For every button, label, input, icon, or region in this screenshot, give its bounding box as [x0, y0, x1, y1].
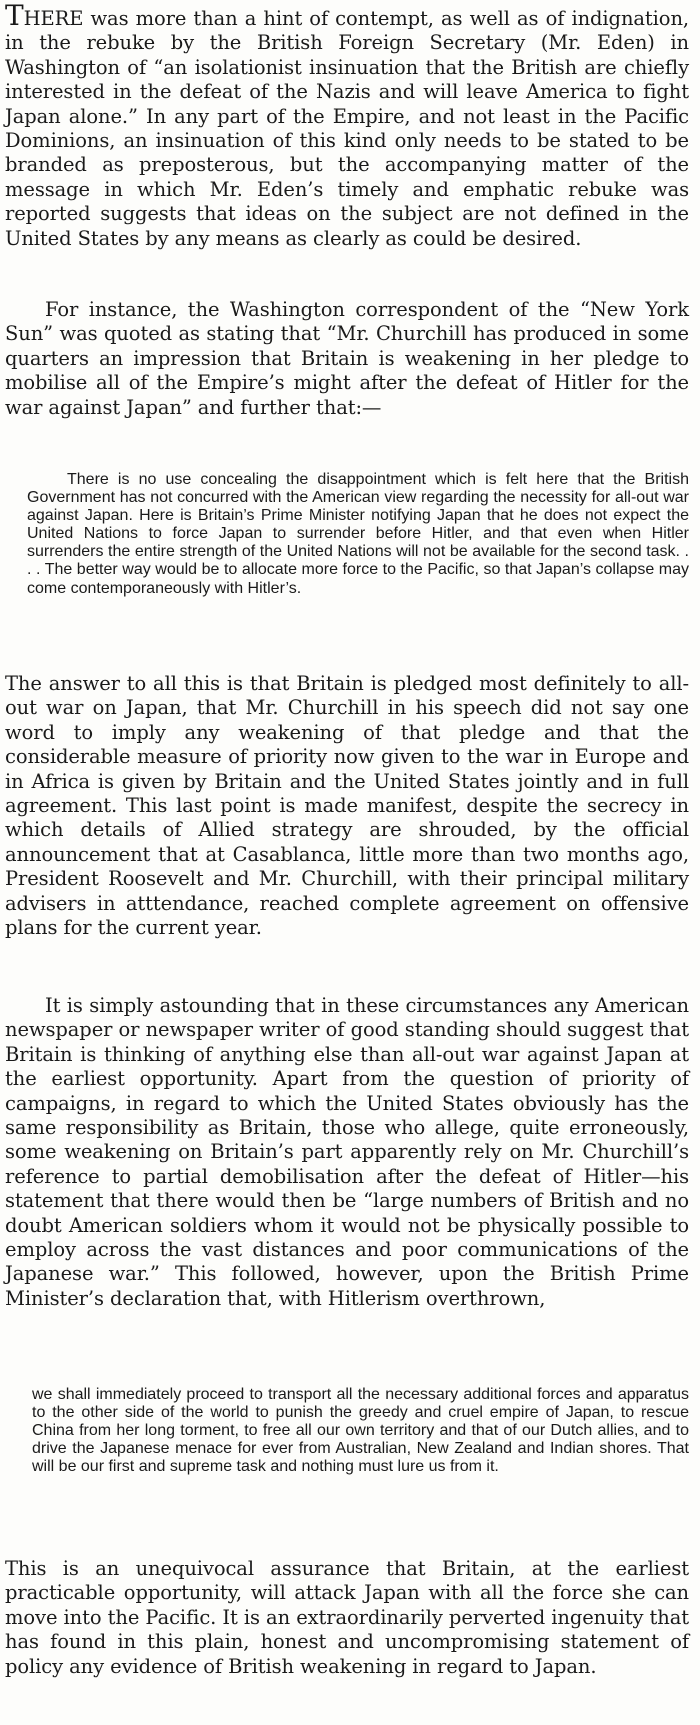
article-paragraph-4: It is simply astounding that in these circumstances any American newspaper or newspaper writer of good standing should suggest that Britain is thinking of anything else than all-out war against Japan at the earliest opportunity. Apart from the question of priority of campaigns, in regard to which the United States obviously has the same responsibility as Britain, those who allege, quite erroneously, some weakening on Britain’s part apparently rely on Mr. Churchill’s reference to partial demobilisation after the defeat of Hitler—his statement that there would then be “large numbers of British and no doubt American soldiers whom it would not be physically possible to employ across the vast distances and poor communications of the Japanese war.” This followed, however, upon the British Prime Minister’s declaration that, with Hitlerism overthrown, — [5, 994, 689, 1310]
block-quote-2: we shall immediately proceed to transport all the necessary additional forces and apparatus to the other side of the world to punish the greedy and cruel empire of Japan, to rescue China from her long torment, to free all our own territory and that of our Dutch allies, and to drive the Japanese menace for ever from Australian, New Zealand and Indian shores. That will be our first and supreme task and nothing must lure us from it. — [32, 1386, 689, 1476]
article-paragraph-5: This is an unequivocal assurance that Britain, at the earliest practicable opportunity, will attack Japan with all the force she can move into the Pacific. It is an extraordinarily perverted ingenuity that has found in this plain, honest and uncompromising statement of policy any evidence of British weakening in regard to Japan. — [5, 1557, 689, 1678]
block-quote-1: There is no use concealing the disappointment which is felt here that the British Government has not concurred with the American view regarding the necessity for all-out war against Japan. Here is Britain’s Prime Minister notifying Japan that he does not expect the United Nations to force Japan to surrender before Hitler, and that even when Hitler surrenders the entire strength of the United Nations will not be available for the second task. . . . The better way would be to allocate more force to the Pacific, so that Japan’s collapse may come contemporaneously with Hitler’s. — [27, 471, 689, 597]
article-paragraph-2: For instance, the Washington correspondent of the “New York Sun” was quoted as stating that “Mr. Churchill has produced in some quarters an impression that Britain is weakening in her pledge to mobilise all of the Empire’s might after the defeat of Hitler for the war against Japan” and further that:— — [5, 298, 689, 419]
article-paragraph-1: THERE was more than a hint of contempt, as well as of indignation, in the rebuke by the British Foreign Secretary (Mr. Eden) in Washington of “an isolationist insinuation that the British are chiefly interested in the defeat of the Nazis and will leave America to fight Japan alone.” In any part of the Empire, and not least in the Pacific Dominions, an insinuation of this kind only needs to be stated to be branded as preposterous, but the accompanying matter of the message in which Mr. Eden’s timely and emphatic rebuke was reported suggests that ideas on the subject are not defined in the United States by any means as clearly as could be desired. — [5, 0, 689, 250]
article-paragraph-3: The answer to all this is that Britain is pledged most definitely to all-out war on Japan, that Mr. Churchill in his speech did not say one word to imply any weakening of that pledge and that the considerable measure of priority now given to the war in Europe and in Africa is given by Britain and the United States jointly and in full agreement. This last point is made manifest, despite the secrecy in which details of Allied strategy are shrouded, by the official announcement that at Casablanca, little more than two months ago, President Roosevelt and Mr. Churchill, with their principal military advisers in atttendance, reached complete agreement on offensive plans for the current year. — [5, 672, 689, 940]
